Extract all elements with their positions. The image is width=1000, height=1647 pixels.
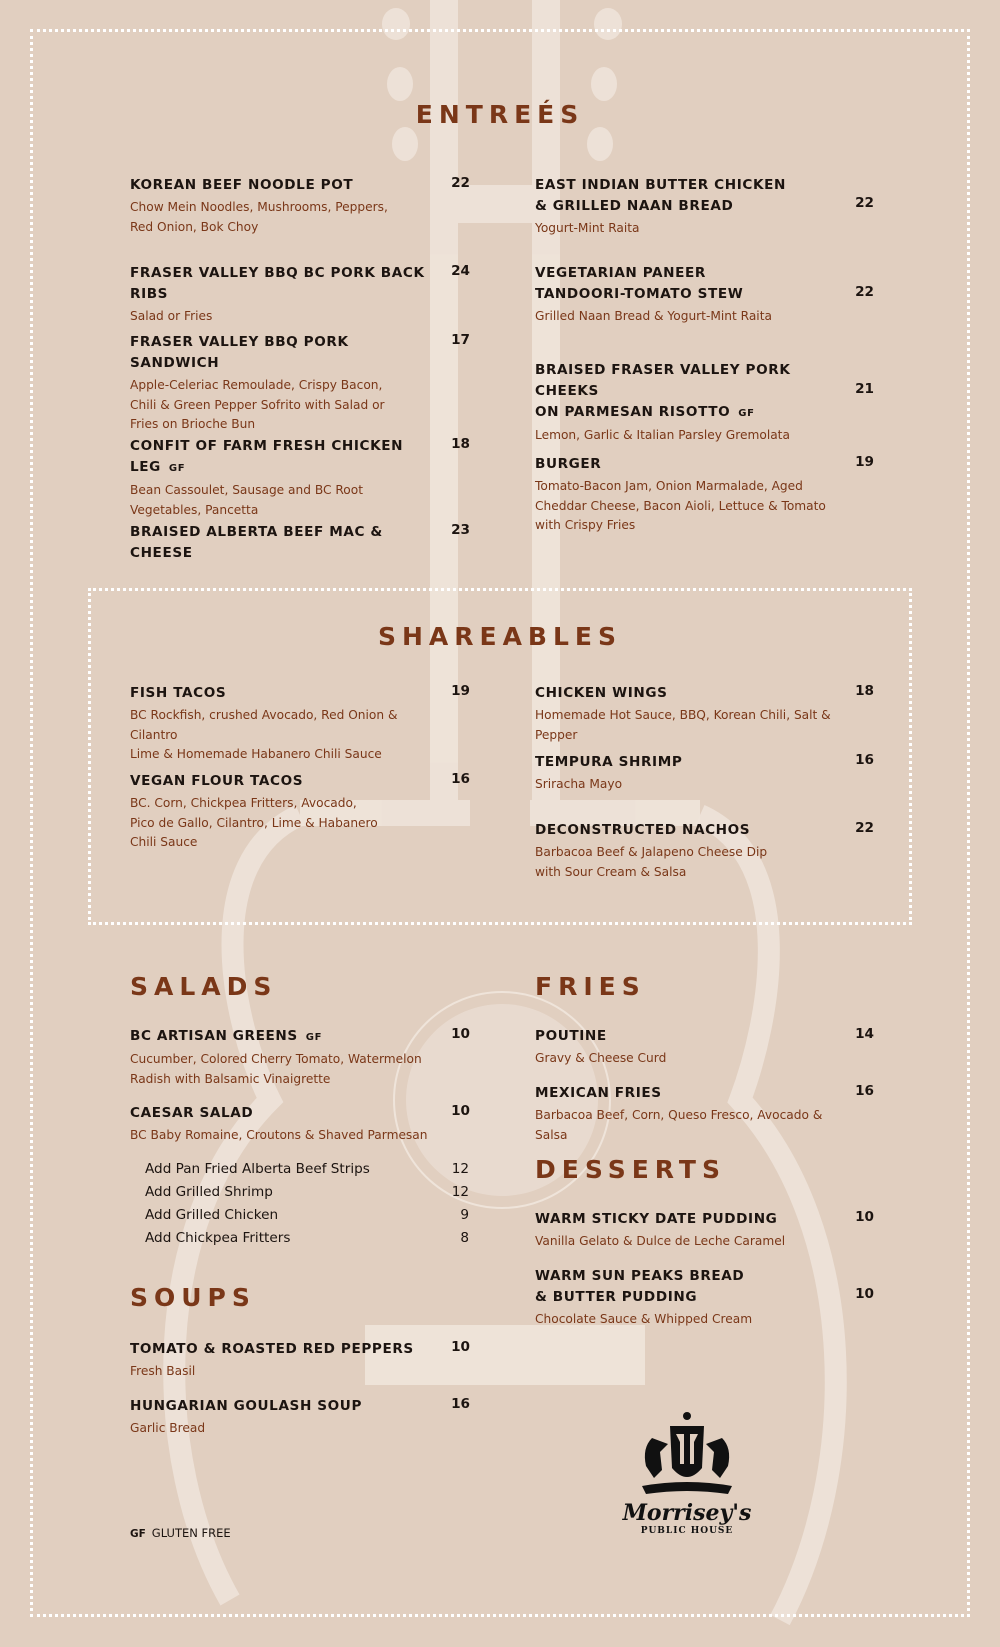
item-description: Bean Cassoulet, Sausage and BC Root Vegetables, Pancetta xyxy=(130,483,363,517)
brand-name: Morrisey's xyxy=(622,1500,752,1526)
crest-icon xyxy=(632,1408,742,1500)
salad-addon xyxy=(145,1161,469,1177)
item-price: 24 xyxy=(451,263,470,279)
salads-heading: SALADS xyxy=(130,972,278,1001)
item-description: Fresh Basil xyxy=(130,1364,196,1378)
addon-label: Add Grilled Chicken xyxy=(145,1207,279,1223)
gluten-free-badge: GF xyxy=(305,1032,323,1043)
item-description: Homemade Hot Sauce, BBQ, Korean Chili, Salt & Pepper xyxy=(535,708,831,742)
menu-item xyxy=(130,263,450,327)
menu-item xyxy=(535,263,835,327)
item-name: CHICKEN WINGS xyxy=(535,685,668,701)
item-price: 14 xyxy=(855,1026,874,1042)
item-price: 10 xyxy=(451,1339,470,1355)
item-description: Barbacoa Beef, Corn, Queso Fresco, Avocado & Salsa xyxy=(535,1108,823,1142)
menu-item xyxy=(535,360,835,446)
menu-item xyxy=(535,1209,845,1252)
menu-item xyxy=(130,175,430,237)
salad-addon xyxy=(145,1207,469,1223)
item-price: 16 xyxy=(855,752,874,768)
addon-price: 9 xyxy=(460,1207,469,1223)
item-name: FRASER VALLEY BBQ BC PORK BACK RIBS xyxy=(130,265,425,302)
item-price: 16 xyxy=(855,1083,874,1099)
soups-heading: SOUPS xyxy=(130,1283,256,1312)
item-description: Chocolate Sauce & Whipped Cream xyxy=(535,1312,753,1326)
item-name: DECONSTRUCTED NACHOS xyxy=(535,822,751,838)
item-description: Sriracha Mayo xyxy=(535,777,623,791)
item-description: Cucumber, Colored Cherry Tomato, Watermelon Radish with Balsamic Vinaigrette xyxy=(130,1052,422,1086)
salad-addon xyxy=(145,1184,469,1200)
item-name: TOMATO & ROASTED RED PEPPERS xyxy=(130,1341,414,1357)
item-description: Grilled Naan Bread & Yogurt-Mint Raita xyxy=(535,309,772,323)
menu-item xyxy=(130,436,430,520)
menu-item xyxy=(130,683,440,765)
item-name: FISH TACOS xyxy=(130,685,227,701)
item-description: Salad or Fries xyxy=(130,309,213,323)
item-name: BURGER xyxy=(535,456,602,472)
item-description: Gravy & Cheese Curd xyxy=(535,1051,667,1065)
item-price: 19 xyxy=(451,683,470,699)
menu-item xyxy=(535,752,835,795)
item-price: 23 xyxy=(451,522,470,538)
menu-item xyxy=(535,683,865,745)
menu-item xyxy=(130,332,430,435)
item-price: 19 xyxy=(855,454,874,470)
item-price: 22 xyxy=(855,820,874,836)
menu-item xyxy=(535,1266,845,1330)
menu-item xyxy=(535,1026,845,1069)
item-price: 22 xyxy=(855,195,874,211)
item-description: Chow Mein Noodles, Mushrooms, Peppers, Red Onion, Bok Choy xyxy=(130,200,388,234)
item-price: 16 xyxy=(451,1396,470,1412)
item-price: 10 xyxy=(855,1209,874,1225)
item-name: TEMPURA SHRIMP xyxy=(535,754,683,770)
item-price: 10 xyxy=(855,1286,874,1302)
menu-item xyxy=(535,1083,845,1145)
gluten-free-legend xyxy=(130,1526,231,1540)
shareables-heading: SHAREABLES xyxy=(377,622,623,651)
item-description: Barbacoa Beef & Jalapeno Cheese Dip with Sour Cream & Salsa xyxy=(535,845,768,879)
addon-price: 12 xyxy=(451,1184,469,1200)
item-name: WARM STICKY DATE PUDDING xyxy=(535,1211,778,1227)
menu-item xyxy=(130,1339,440,1382)
item-name: CONFIT OF FARM FRESH CHICKEN LEG xyxy=(130,438,404,475)
item-description: Garlic Bread xyxy=(130,1421,206,1435)
item-name: BC ARTISAN GREENS xyxy=(130,1028,298,1044)
addon-price: 8 xyxy=(460,1230,469,1246)
salad-addon xyxy=(145,1230,469,1246)
menu-item xyxy=(535,175,835,239)
item-price: 22 xyxy=(451,175,470,191)
menu-item xyxy=(130,1026,440,1089)
item-name: VEGETARIAN PANEER TANDOORI-TOMATO STEW xyxy=(535,265,744,302)
item-description: Vanilla Gelato & Dulce de Leche Caramel xyxy=(535,1234,786,1248)
item-description: BC Baby Romaine, Croutons & Shaved Parmesan xyxy=(130,1128,428,1142)
fries-heading: FRIES xyxy=(535,972,646,1001)
item-name: KOREAN BEEF NOODLE POT xyxy=(130,177,354,193)
addon-label: Add Chickpea Fritters xyxy=(145,1230,291,1246)
entrees-heading: ENTREÉS xyxy=(415,100,585,129)
item-price: 16 xyxy=(451,771,470,787)
item-name: WARM SUN PEAKS BREAD & BUTTER PUDDING xyxy=(535,1268,745,1305)
item-name: BRAISED ALBERTA BEEF MAC & CHEESE xyxy=(130,524,383,561)
addon-label: Add Pan Fried Alberta Beef Strips xyxy=(145,1161,370,1177)
gluten-free-code: GF xyxy=(130,1528,146,1540)
addon-label: Add Grilled Shrimp xyxy=(145,1184,273,1200)
addon-price: 12 xyxy=(451,1161,469,1177)
item-price: 10 xyxy=(451,1103,470,1119)
desserts-heading: DESSERTS xyxy=(535,1155,726,1184)
item-name: CAESAR SALAD xyxy=(130,1105,254,1121)
item-name: VEGAN FLOUR TACOS xyxy=(130,773,304,789)
item-name: MEXICAN FRIES xyxy=(535,1085,662,1101)
menu-item xyxy=(535,820,835,882)
item-price: 18 xyxy=(451,436,470,452)
item-description: BC. Corn, Chickpea Fritters, Avocado, Pico de Gallo, Cilantro, Lime & Habanero Chili Sauce xyxy=(130,796,378,849)
item-price: 18 xyxy=(855,683,874,699)
gluten-free-badge: GF xyxy=(738,408,755,419)
item-price: 22 xyxy=(855,284,874,300)
item-price: 10 xyxy=(451,1026,470,1042)
item-name: POUTINE xyxy=(535,1028,607,1044)
item-description: Tomato-Bacon Jam, Onion Marmalade, Aged Cheddar Cheese, Bacon Aioli, Lettuce & Tomato with Crispy Fries xyxy=(535,479,826,532)
item-description: Lemon, Garlic & Italian Parsley Gremolata xyxy=(535,428,790,442)
menu-item xyxy=(130,771,430,853)
item-price: 21 xyxy=(855,381,874,397)
item-name: EAST INDIAN BUTTER CHICKEN & GRILLED NAAN BREAD xyxy=(535,177,786,214)
menu-item xyxy=(130,1396,440,1439)
item-name: BRAISED FRASER VALLEY PORK CHEEKS ON PARMESAN RISOTTO xyxy=(535,362,791,420)
morriseys-logo xyxy=(622,1408,752,1536)
menu-item xyxy=(130,522,430,564)
item-description: Yogurt-Mint Raita xyxy=(535,221,640,235)
gluten-free-label: GLUTEN FREE xyxy=(151,1526,231,1540)
brand-subtitle: PUBLIC HOUSE xyxy=(640,1526,734,1536)
menu-item xyxy=(535,454,845,536)
gluten-free-badge: GF xyxy=(168,463,186,474)
menu-item xyxy=(130,1103,440,1146)
item-description: BC Rockfish, crushed Avocado, Red Onion & Cilantro Lime & Homemade Habanero Chili Sauce xyxy=(130,708,398,761)
item-price: 17 xyxy=(451,332,470,348)
item-name: FRASER VALLEY BBQ PORK SANDWICH xyxy=(130,334,349,371)
item-name: HUNGARIAN GOULASH SOUP xyxy=(130,1398,363,1414)
item-description: Apple-Celeriac Remoulade, Crispy Bacon, Chili & Green Pepper Sofrito with Salad or Fries on Brioche Bun xyxy=(130,378,385,431)
